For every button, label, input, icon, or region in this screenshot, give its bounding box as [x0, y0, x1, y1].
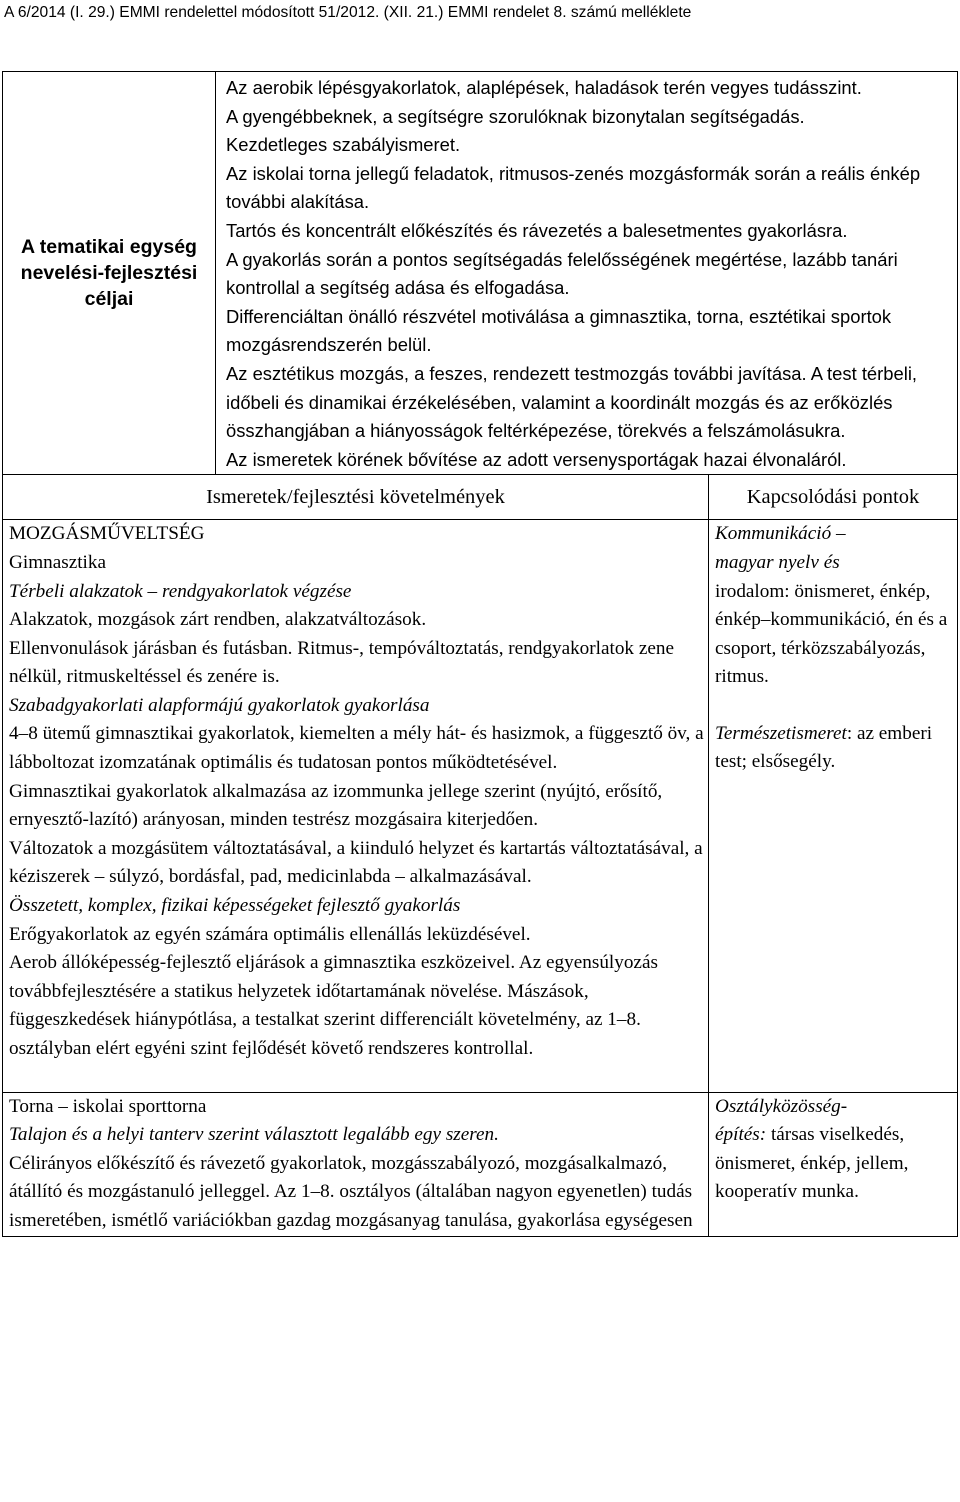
goals-text-cell [216, 72, 958, 475]
content-paragraph: Változatok a mozgásütem változtatásával, a kiinduló helyzet és kartartás változtatásával, a kéziszerek – súlyzó, bordásfal, pad, medicinlabda – alkalmazásával. [9, 837, 703, 888]
connection-text: társas viselkedés, önismeret, énkép, jellem, kooperatív munka. [715, 1124, 909, 1203]
topic-title: Talajon és a helyi tanterv szerint választott legalább egy szeren. [9, 1124, 499, 1146]
section-heading: Torna – iskolai sporttorna [9, 1095, 207, 1117]
connection-text: : az emberi test; elsősegély. [715, 722, 933, 773]
goal-paragraph: Differenciáltan önálló részvétel motiválása a gimnasztika, torna, esztétikai sportok mozgásrendszerén belül. [226, 305, 892, 356]
page-header: A 6/2014 (I. 29.) EMMI rendelettel módosított 51/2012. (XII. 21.) EMMI rendelet 8. számú melléklete [4, 4, 692, 21]
curriculum-table [2, 71, 958, 1237]
goal-paragraph: Kezdetleges szabályismeret. [226, 134, 461, 156]
connections-header: Kapcsolódási pontok [709, 475, 958, 520]
connection-text: irodalom: önismeret, énkép, énkép–kommunikáció, én és a csoport, térközszabályozás, ritmus. [715, 580, 948, 688]
content-paragraph: 4–8 ütemű gimnasztikai gyakorlatok, kiemelten a mély hát- és hasizmok, a függesztő öv, a lábboltozat izomzatának optimális és tudatosan pontos működtetésével. [9, 723, 704, 774]
goal-paragraph: A gyengébbeknek, a segítségre szorulóknak bizonytalan segítségadás. [226, 105, 805, 127]
topic-title: Szabadgyakorlati alapformájú gyakorlatok gyakorlása [9, 694, 430, 716]
goals-label-line: A tematikai egység [21, 236, 197, 259]
torna-connections [709, 1092, 958, 1236]
connection-subject: magyar nyelv és [715, 551, 840, 573]
topic-title: Térbeli alakzatok – rendgyakorlatok végzése [9, 580, 352, 602]
content-paragraph: Aerob állóképesség-fejlesztő eljárások a gimnasztika eszközeivel. Az egyensúlyozás továbbfejlesztésére a statikus helyzetek időtartamának növelése. Mászások, függeszkedések hiánypótlása, a testalkat szerint differenciált követelmény, az 1–8. osztályban elért egyéni szint fejlődését követő rendszeres kontrollal. [9, 952, 658, 1059]
goals-label-line: céljai [84, 288, 134, 311]
gymnastics-connections [709, 520, 958, 1092]
gymnastics-row [3, 520, 958, 1092]
topic-title: Összetett, komplex, fizikai képességeket fejlesztő gyakorlás [9, 895, 461, 917]
goals-label-line: nevelési-fejlesztési [20, 262, 198, 285]
goal-paragraph: A gyakorlás során a pontos segítségadás felelősségének megértése, lazább tanári kontrollal a segítség adása és elfogadása. [226, 248, 898, 299]
requirements-header: Ismeretek/fejlesztési követelmények [3, 475, 709, 520]
gymnastics-content [3, 520, 709, 1092]
section-heading: MOZGÁSMŰVELTSÉG [9, 523, 205, 545]
connection-subject: Természetismeret [715, 722, 847, 744]
connection-subject: Kommunikáció – [715, 523, 846, 545]
goal-paragraph: Tartós és koncentrált előkészítés és rávezetés a balesetmentes gyakorlásra. [226, 219, 848, 241]
goal-paragraph: Az iskolai torna jellegű feladatok, ritmusos-zenés mozgásformák során a reális énkép további alakítása. [226, 162, 921, 213]
content-paragraph: Alakzatok, mozgások zárt rendben, alakzatváltozások. [9, 609, 427, 631]
goal-paragraph: Az aerobik lépésgyakorlatok, alaplépések, haladások terén vegyes tudásszint. [226, 77, 862, 98]
torna-content [3, 1092, 709, 1236]
section-subheading: Gimnasztika [9, 551, 106, 573]
content-paragraph: Ellenvonulások járásban és futásban. Ritmus-, tempóváltoztatás, rendgyakorlatok zene nélkül, ritmuskeltéssel és zenére is. [9, 637, 674, 688]
content-paragraph: Erőgyakorlatok az egyén számára optimális ellenállás leküzdésével. [9, 923, 531, 945]
content-paragraph: Gimnasztikai gyakorlatok alkalmazása az izommunka jellege szerint (nyújtó, erősítő, ernyesztő-lazító) arányosan, minden testrész mozgásaira kiterjedően. [9, 780, 663, 831]
torna-row [3, 1092, 958, 1236]
column-header-row [3, 475, 958, 520]
goals-label-cell [3, 72, 216, 475]
goal-paragraph: Az esztétikus mozgás, a feszes, rendezett testmozgás további javítása. A test térbeli, időbeli és dinamikai érzékelésében, valamint a koordinált mozgás és az erőközlés összhangjában a hiányosságok feltérképezése, törekvés a felszámolásukra. [226, 362, 918, 442]
goal-paragraph: Az ismeretek körének bővítése az adott versenysportágak hazai élvonaláról. [226, 448, 847, 470]
connection-subject: építés: [715, 1124, 767, 1146]
goals-row [3, 72, 958, 475]
connection-subject: Osztályközösség- [715, 1095, 848, 1117]
content-paragraph: Célirányos előkészítő és rávezető gyakorlatok, mozgásszabályozó, mozgásalkalmazó, átállító és mozgástanuló jelleggel. Az 1–8. osztályos (általában nagyon egyenetlen) tudás ismeretében, ismétlő variációkban gazdag mozgásanyag tanulása, gyakorlása egységesen [9, 1152, 693, 1231]
